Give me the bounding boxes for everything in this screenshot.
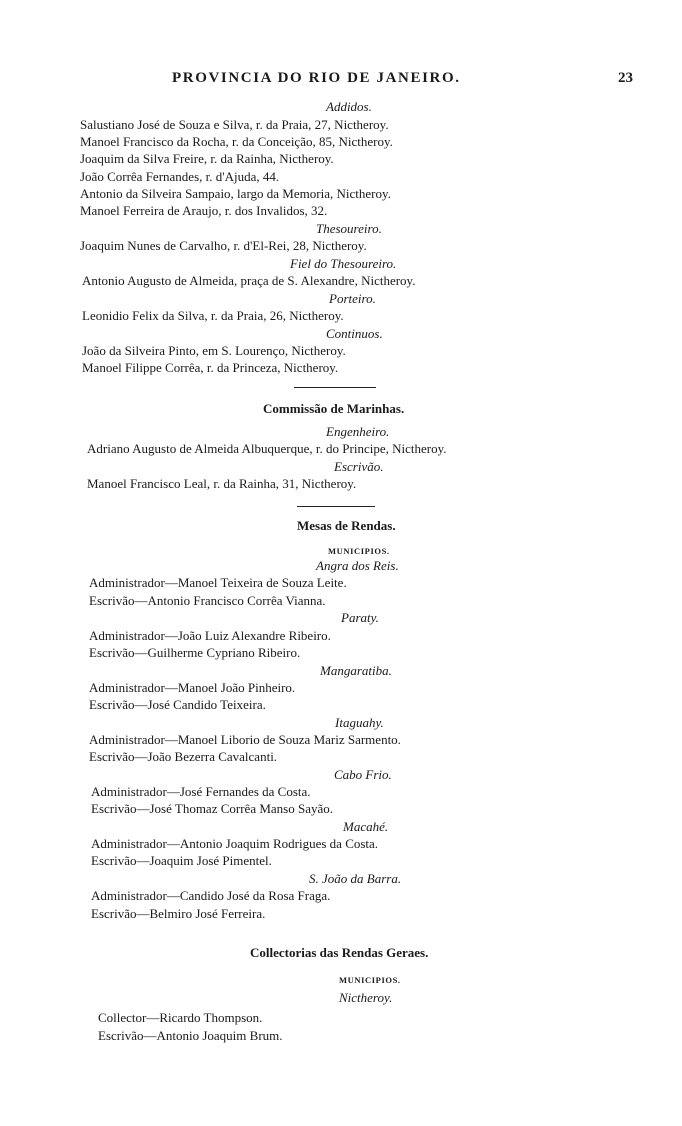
page-header: [0, 70, 682, 94]
role-heading-engenheiro: Engenheiro.: [326, 424, 390, 439]
entry-line: Adriano Augusto de Almeida Albuquerque, r. do Principe, Nictheroy.: [87, 441, 447, 456]
entry-line: João Corrêa Fernandes, r. d'Ajuda, 44.: [80, 169, 280, 184]
entry-line: Manoel Filippe Corrêa, r. da Princeza, Nictheroy.: [82, 360, 339, 375]
entry-line: Collector—Ricardo Thompson.: [98, 1010, 263, 1025]
entry-line: Escrivão—Guilherme Cypriano Ribeiro.: [89, 645, 301, 660]
entry-line: Administrador—João Luiz Alexandre Ribeiro.: [89, 628, 331, 643]
place-heading-sao-joao: S. João da Barra.: [309, 871, 402, 886]
subheading-municipios: MUNICIPIOS.: [328, 546, 390, 556]
section-divider: [294, 387, 376, 388]
entry-line: Manoel Francisco da Rocha, r. da Conceição, 85, Nictheroy.: [80, 134, 393, 149]
entry-line: Escrivão—Antonio Joaquim Brum.: [98, 1028, 283, 1043]
place-heading-itaguahy: Itaguahy.: [335, 715, 384, 730]
entry-line: Administrador—Manoel Teixeira de Souza Leite.: [89, 575, 347, 590]
entry-line: Administrador—Antonio Joaquim Rodrigues da Costa.: [91, 836, 379, 851]
role-heading-escrivao: Escrivão.: [334, 459, 384, 474]
section-title-commissao: Commissão de Marinhas.: [263, 401, 405, 416]
role-heading-addidos: Addidos.: [326, 99, 372, 114]
subheading-municipios: MUNICIPIOS.: [339, 975, 401, 985]
entry-line: Leonidio Felix da Silva, r. da Praia, 26, Nictheroy.: [82, 308, 344, 323]
entry-line: Escrivão—Belmiro José Ferreira.: [91, 906, 266, 921]
entry-line: Antonio da Silveira Sampaio, largo da Memoria, Nictheroy.: [80, 186, 391, 201]
entry-line: João da Silveira Pinto, em S. Lourenço, Nictheroy.: [82, 343, 346, 358]
entry-line: Escrivão—Antonio Francisco Corrêa Vianna.: [89, 593, 326, 608]
entry-line: Salustiano José de Souza e Silva, r. da Praia, 27, Nictheroy.: [80, 117, 389, 132]
role-heading-continuos: Continuos.: [326, 326, 383, 341]
entry-line: Escrivão—João Bezerra Cavalcanti.: [89, 749, 278, 764]
place-heading-cabo-frio: Cabo Frio.: [334, 767, 392, 782]
section-divider: [297, 506, 375, 507]
place-heading-angra: Angra dos Reis.: [316, 558, 399, 573]
entry-line: Administrador—Manoel João Pinheiro.: [89, 680, 296, 695]
entry-line: Escrivão—Joaquim José Pimentel.: [91, 853, 272, 868]
page-number: 23: [618, 70, 633, 86]
entry-line: Administrador—Candido José da Rosa Fraga.: [91, 888, 331, 903]
place-heading-mangaratiba: Mangaratiba.: [320, 663, 392, 678]
place-heading-nictheroy: Nictheroy.: [339, 990, 393, 1005]
entry-line: Administrador—José Fernandes da Costa.: [91, 784, 311, 799]
entry-line: Escrivão—José Thomaz Corrêa Manso Sayão.: [91, 801, 334, 816]
place-heading-paraty: Paraty.: [341, 610, 379, 625]
section-title-collectorias: Collectorias das Rendas Geraes.: [250, 945, 429, 960]
role-heading-porteiro: Porteiro.: [329, 291, 376, 306]
entry-line: Administrador—Manoel Liborio de Souza Mariz Sarmento.: [89, 732, 401, 747]
entry-line: Manoel Francisco Leal, r. da Rainha, 31, Nictheroy.: [87, 476, 357, 491]
entry-line: Joaquim da Silva Freire, r. da Rainha, Nictheroy.: [80, 151, 334, 166]
section-title-mesas: Mesas de Rendas.: [297, 518, 396, 533]
running-title: PROVINCIA DO RIO DE JANEIRO.: [172, 70, 461, 86]
entry-line: Escrivão—José Candido Teixeira.: [89, 697, 266, 712]
entry-line: Joaquim Nunes de Carvalho, r. d'El-Rei, 28, Nictheroy.: [80, 238, 367, 253]
role-heading-thesoureiro: Thesoureiro.: [316, 221, 382, 236]
role-heading-fiel: Fiel do Thesoureiro.: [290, 256, 397, 271]
place-heading-macahe: Macahé.: [343, 819, 389, 834]
entry-line: Manoel Ferreira de Araujo, r. dos Invalidos, 32.: [80, 203, 328, 218]
entry-line: Antonio Augusto de Almeida, praça de S. Alexandre, Nictheroy.: [82, 273, 416, 288]
